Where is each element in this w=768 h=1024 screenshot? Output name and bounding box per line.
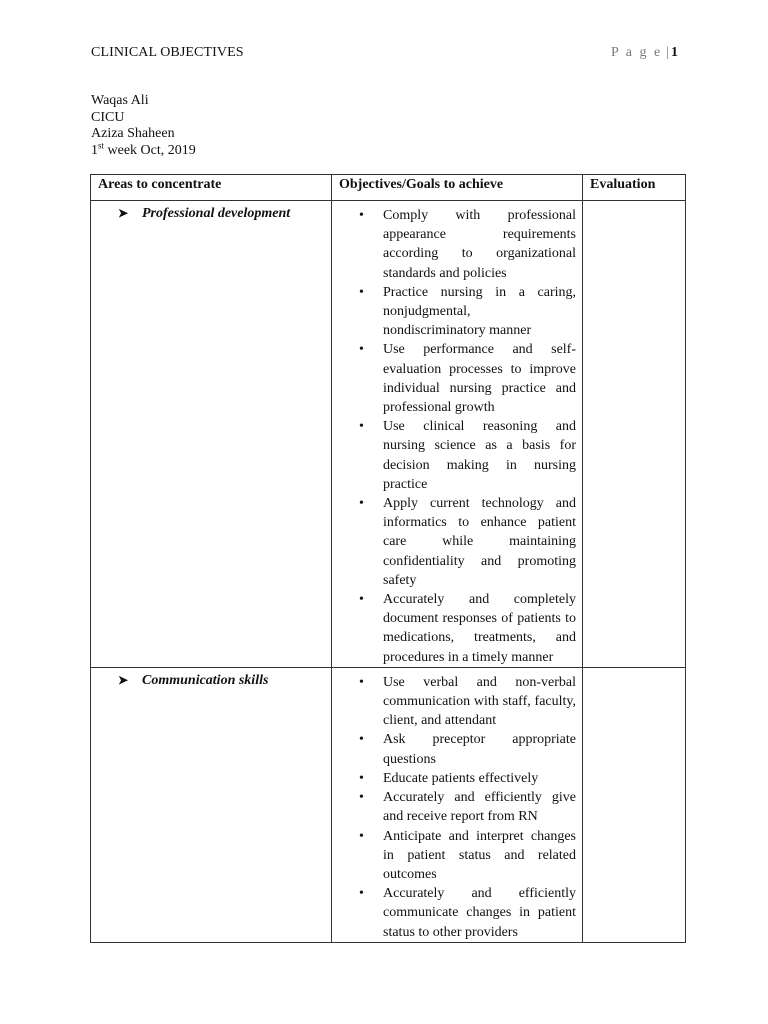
goals-list [332,668,582,942]
goals-cell [332,667,583,942]
goal-item: • Use verbal and non-verbal communication with staff, faculty, client, and attendant [357,673,576,731]
area-professional-development [91,201,331,222]
goals-cell [332,201,583,668]
week-date [91,139,196,160]
goal-item: • Accurately and efficiently communicate changes in patient status to other providers [357,884,576,942]
goal-item: • Anticipate and interpret changes in patient status and related outcomes [357,827,576,885]
unit-name: CICU [91,109,125,125]
page-separator: | [666,45,669,60]
page-number [611,45,678,61]
student-name: Waqas Ali [91,93,149,108]
goal-item: • Use performance and self-evaluation processes to improve individual nursing practice and professional growth [357,340,576,417]
document-title: CLINICAL OBJECTIVES [91,45,244,60]
area-communication-skills [91,668,331,689]
goal-item: • Accurately and efficiently give and receive report from RN [357,788,576,826]
goal-item: • Comply with professional appearance requirements according to organizational standards and policies [357,206,576,283]
column-header-objectives: Objectives/Goals to achieve [332,175,583,201]
page-label: P a g e [610,45,663,60]
document-meta [91,93,196,159]
week-number: 1 [91,142,98,158]
column-header-evaluation: Evaluation [583,175,686,201]
table-row [91,201,686,668]
evaluation-cell [583,201,686,668]
table-row [91,667,686,942]
goals-list [332,201,582,667]
area-label: Professional development [142,206,291,221]
column-header-areas: Areas to concentrate [91,175,332,201]
week-text: week Oct, 2019 [104,142,196,158]
goal-item: • Practice nursing in a caring, nonjudgmental, nondiscriminatory manner [357,283,576,341]
page-number-value: 1 [671,45,678,60]
table-header-row [91,175,686,201]
goal-item: • Ask preceptor appropriate questions [357,730,576,768]
arrow-bullet-icon: ➤ [118,206,129,220]
preceptor-name: Aziza Shaheen [91,126,175,141]
week-ordinal-suffix: st [98,139,105,150]
goal-item: • Apply current technology and informatics to enhance patient care while maintaining confidentiality and promoting safety [357,494,576,590]
area-cell [91,667,332,942]
area-cell [91,201,332,668]
goal-item: • Use clinical reasoning and nursing science as a basis for decision making in nursing practice [357,417,576,494]
goal-item: • Accurately and completely document responses of patients to medications, treatments, and procedures in a timely manner [357,590,576,667]
evaluation-cell [583,667,686,942]
goal-item: • Educate patients effectively [357,769,576,788]
area-label: Communication skills [142,672,269,688]
arrow-bullet-icon: ➤ [118,672,129,687]
objectives-table [90,174,686,943]
